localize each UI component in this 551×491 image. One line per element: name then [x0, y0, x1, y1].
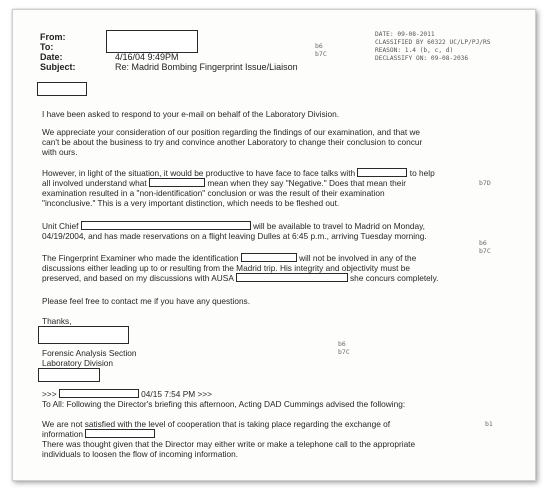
signature-division: Laboratory Division: [42, 358, 114, 368]
date-label: Date:: [40, 52, 63, 62]
redaction-inline: [241, 253, 297, 262]
margin-code-b7c: b7C: [315, 50, 327, 58]
document-page: [12, 9, 536, 481]
margin-code-b6: b6: [315, 42, 323, 50]
redaction-inline: [59, 389, 139, 398]
paragraph-3-line-4: "inconclusive." This is a very important distinction, which needs to be fleshed out.: [42, 198, 340, 208]
redaction-inline: [149, 178, 205, 187]
redaction-signature-contact: [38, 368, 100, 382]
quote-line-3: There was thought given that the Director may either write or make a telephone call to the appropriate: [42, 439, 416, 449]
subject-label: Subject:: [40, 62, 76, 72]
redaction-from-to: [106, 30, 198, 53]
redaction-signature-name: [38, 326, 129, 344]
subject-value: Re: Madrid Bombing Fingerprint Issue/Liaison: [115, 62, 298, 72]
closing-thanks: Thanks,: [42, 316, 72, 326]
margin-code-b7c: b7C: [479, 247, 491, 255]
to-label: To:: [40, 42, 54, 52]
margin-code-b7c: b7C: [338, 348, 350, 356]
paragraph-6: Please feel free to contact me if you have any questions.: [42, 296, 251, 306]
margin-code-b7d: b7D: [479, 179, 491, 187]
stamp-date: DATE: 09-08-2011: [375, 31, 435, 38]
quote-line-1: We are not satisfied with the level of cooperation that is taking place regarding the exchange of: [42, 419, 391, 429]
quote-line-2: information: [42, 429, 155, 439]
forwarded-header: >>> 04/15 7:54 PM >>>: [42, 389, 212, 399]
redaction-inline: [85, 429, 155, 438]
redaction-salutation: [37, 82, 87, 96]
classification-stamp: [375, 31, 490, 63]
stamp-reason: REASON: 1.4 (b, c, d): [375, 47, 454, 54]
paragraph-3-line-2: all involved understand what mean when they say "Negative." Does that mean their: [42, 178, 406, 188]
margin-code-b6: b6: [479, 239, 487, 247]
paragraph-3-line-1: However, in light of the situation, it would be productive to have face to face talks with to help: [42, 168, 435, 178]
from-label: From:: [40, 32, 66, 42]
redaction-inline: [357, 168, 407, 177]
stamp-declassify: DECLASSIFY ON: 09-08-2036: [375, 55, 469, 62]
forwarded-line-1: To All: Following the Director's briefing this afternoon, Acting DAD Cummings advised the following:: [42, 399, 406, 409]
paragraph-2-line-3: with ours.: [42, 147, 78, 157]
paragraph-4-line-2: 04/19/2004, and has made reservations on a flight leaving Dulles at 6:45 p.m., arriving Tuesday morning.: [42, 231, 427, 241]
paragraph-3-line-3: examination resulted in a "non-identification" conclusion or was the result of their examination: [42, 188, 385, 198]
margin-code-b6: b6: [338, 340, 346, 348]
paragraph-5-line-2: discussions either leading up to or resulting from the Madrid trip. His integrity and objectivity must be: [42, 263, 411, 273]
quote-line-4: individuals to loosen the flow of incoming information.: [42, 449, 239, 459]
redaction-inline: [81, 221, 251, 230]
paragraph-1: I have been asked to respond to your e-mail on behalf of the Laboratory Division.: [42, 109, 340, 119]
paragraph-5-line-1: The Fingerprint Examiner who made the identification will not be involved in any of the: [42, 253, 417, 263]
signature-section: Forensic Analysis Section: [42, 348, 137, 358]
redaction-inline: [236, 273, 348, 282]
paragraph-4-line-1: Unit Chief will be available to travel to Madrid on Monday,: [42, 221, 425, 231]
margin-code-b1: b1: [485, 420, 493, 428]
paragraph-2-line-2: can't be about the business to try and convince another Laboratory to change their conclusion to concur: [42, 137, 423, 147]
date-value: 4/16/04 9:49PM: [115, 52, 179, 62]
paragraph-5-line-3: preserved, and based on my discussions with AUSA she concurs completely.: [42, 273, 439, 283]
stamp-classified-by: CLASSIFIED BY 60322 UC/LP/PJ/RS: [375, 39, 491, 46]
paragraph-2-line-1: We appreciate your consideration of our position regarding the findings of our examination, and that we: [42, 127, 421, 137]
